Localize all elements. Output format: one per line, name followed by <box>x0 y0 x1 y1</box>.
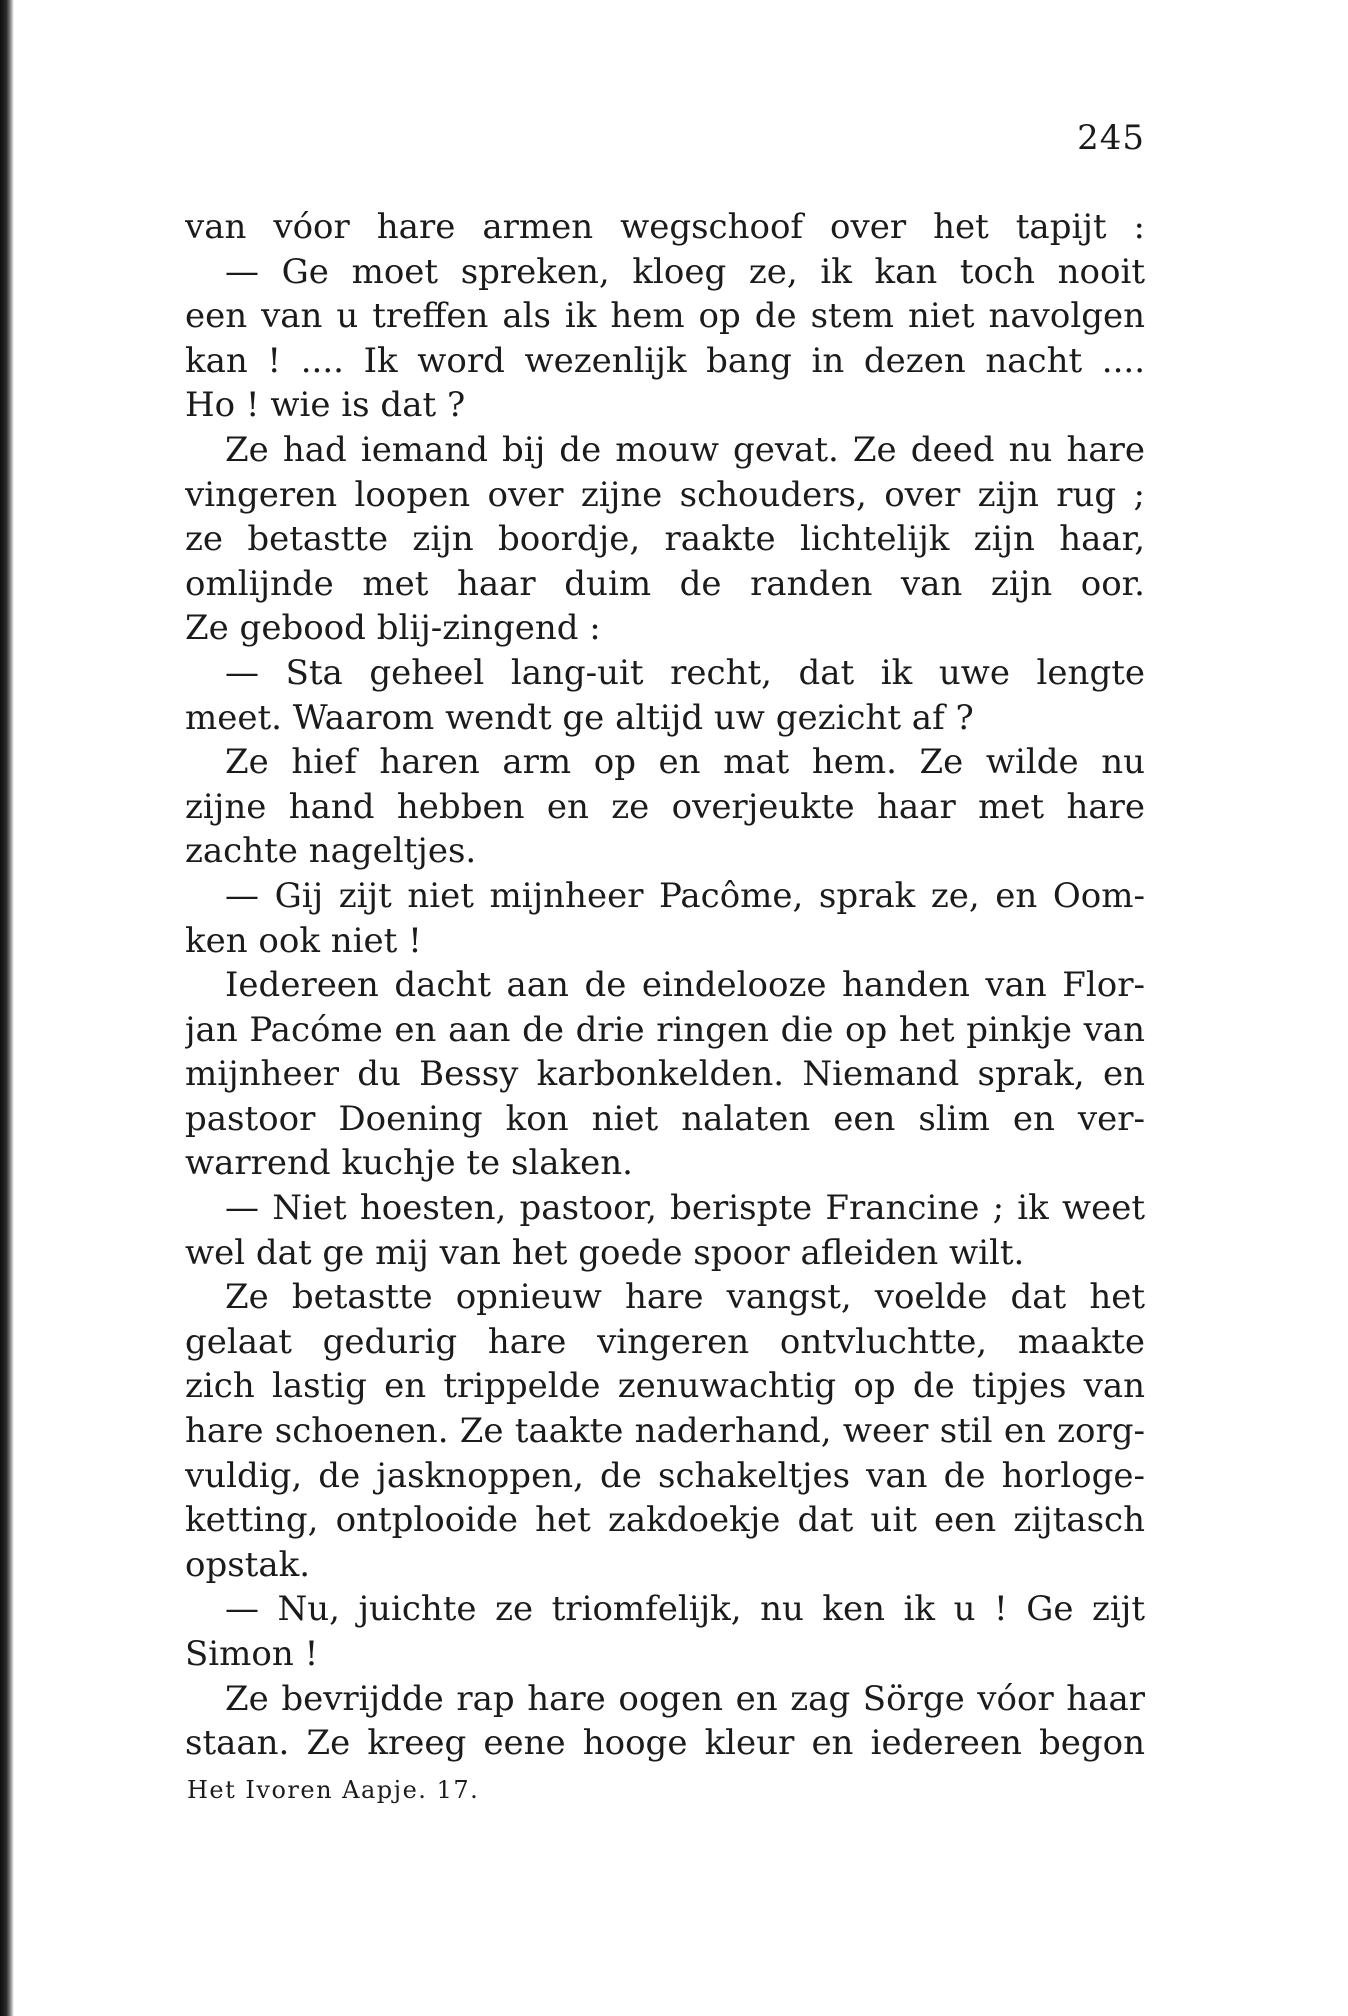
text-line: pastoor Doening kon niet nalaten een slim en ver- <box>185 1098 1145 1139</box>
body-text <box>185 205 1145 1766</box>
text-line: Ze hief haren arm op en mat hem. Ze wilde nu <box>225 742 1145 783</box>
text-line: een van u treffen als ik hem op de stem niet navolgen <box>185 296 1145 337</box>
text-line: gelaat gedurig hare vingeren ontvluchtte, maakte <box>185 1321 1145 1362</box>
text-line: Ho ! wie is dat ? <box>185 385 466 426</box>
text-line: meet. Waarom wendt ge altijd uw gezicht af ? <box>185 697 974 738</box>
text-line: — Gij zijt niet mijnheer Pacôme, sprak ze, en Oom- <box>225 875 1145 916</box>
text-line: — Ge moet spreken, kloeg ze, ik kan toch nooit <box>225 251 1145 292</box>
text-line: Ze bevrijdde rap hare oogen en zag Sörge vóor haar <box>225 1678 1145 1719</box>
page-number: 245 <box>1077 118 1145 158</box>
text-line: — Niet hoesten, pastoor, berispte Francine ; ik weet <box>225 1188 1145 1229</box>
signature-mark: Het Ivoren Aapje. 17. <box>187 1776 480 1804</box>
text-line: zijne hand hebben en ze overjeukte haar met hare <box>185 786 1145 827</box>
text-line: Simon ! <box>185 1634 319 1674</box>
text-line: mijnheer du Bessy karbonkelden. Niemand sprak, en <box>185 1054 1145 1095</box>
text-line: staan. Ze kreeg eene hooge kleur en iedereen begon <box>185 1723 1145 1764</box>
text-line: ze betastte zijn boordje, raakte lichtelijk zijn haar, <box>185 519 1145 560</box>
text-line: zachte nageltjes. <box>185 831 477 872</box>
text-line: zich lastig en trippelde zenuwachtig op de tipjes van <box>185 1366 1145 1407</box>
text-line: omlijnde met haar duim de randen van zijn oor. <box>185 563 1145 604</box>
text-line: kan ! .... Ik word wezenlijk bang in dezen nacht .... <box>185 340 1145 381</box>
text-line: hare schoenen. Ze taakte naderhand, weer stil en zorg- <box>185 1411 1145 1452</box>
text-line: wel dat ge mij van het goede spoor afleiden wilt. <box>185 1232 1025 1273</box>
text-line: Ze had iemand bij de mouw gevat. Ze deed nu hare <box>225 429 1145 470</box>
text-line: — Sta geheel lang-uit recht, dat ik uwe lengte <box>225 652 1145 693</box>
text-line: Ze betastte opnieuw hare vangst, voelde dat het <box>225 1277 1145 1318</box>
text-line: — Nu, juichte ze triomfelijk, nu ken ik u ! Ge zijt <box>225 1589 1145 1630</box>
text-line: Ze gebood blij-zingend : <box>185 608 601 649</box>
text-line: ken ook niet ! <box>185 920 422 961</box>
book-page <box>185 0 1145 2016</box>
text-line: ketting, ontplooide het zakdoekje dat uit een zijtasch <box>185 1500 1145 1541</box>
text-line: jan Pacóme en aan de drie ringen die op het pinkje van <box>185 1009 1145 1050</box>
text-line: vingeren loopen over zijne schouders, over zijn rug ; <box>185 474 1145 515</box>
text-line: warrend kuchje te slaken. <box>185 1143 633 1184</box>
text-line: Iedereen dacht aan de eindelooze handen van Flor- <box>225 965 1145 1006</box>
page-binding-edge <box>0 0 14 2016</box>
text-line: vuldig, de jasknoppen, de schakeltjes van de horloge- <box>185 1455 1145 1496</box>
text-line: van vóor hare armen wegschoof over het tapijt : <box>185 207 1145 247</box>
text-line: opstak. <box>185 1544 311 1585</box>
